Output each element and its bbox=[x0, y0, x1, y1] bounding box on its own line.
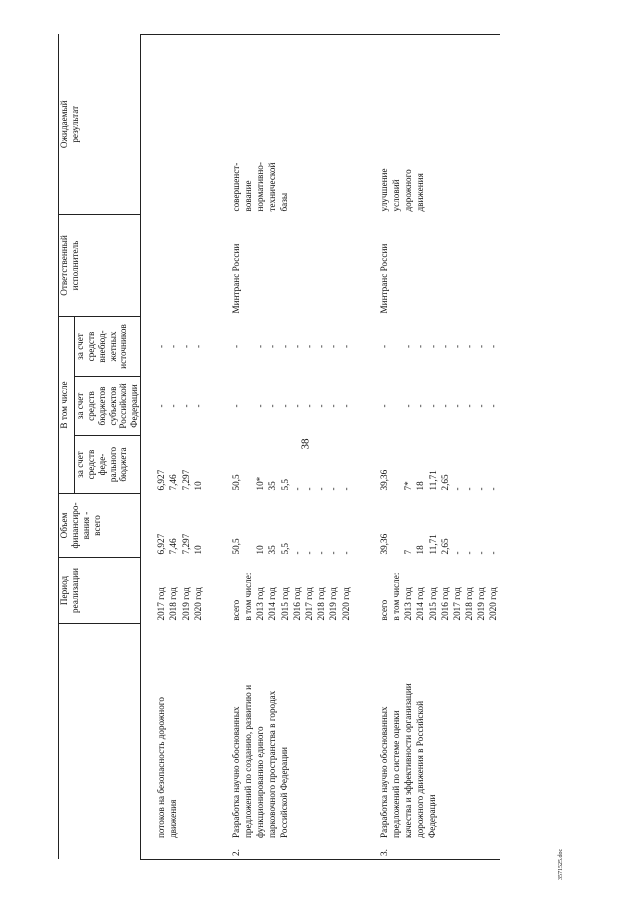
table-row bbox=[204, 35, 352, 860]
volume-cell-value: - bbox=[328, 551, 339, 555]
action-text: Разработка научно обоснованных предложений по системе оценки качества и эффективности организации дорожного движения в Российской Федерации bbox=[378, 683, 438, 838]
regional-cell-value: - bbox=[180, 404, 191, 408]
volume-cell bbox=[352, 494, 500, 558]
federal-cell-value: - bbox=[451, 487, 462, 491]
period-cell bbox=[204, 558, 352, 624]
volume-cell-value: 5,5 bbox=[279, 543, 290, 555]
action-cell bbox=[204, 624, 352, 860]
federal-cell-value: - bbox=[476, 487, 487, 491]
period-cell-value: 2015 год bbox=[279, 587, 290, 621]
period-cell-value: 2018 год bbox=[168, 587, 179, 621]
federal-cell-value: 2,65 bbox=[439, 474, 450, 491]
volume-cell-value: - bbox=[316, 551, 327, 555]
volume-cell-value: 35 bbox=[267, 545, 278, 555]
regional-cell-value: - bbox=[439, 404, 450, 408]
period-cell-value: 2020 год bbox=[340, 587, 351, 621]
regional-cell-value: - bbox=[168, 404, 179, 408]
regional-cell-value: - bbox=[304, 404, 315, 408]
header-volume: Объем финансиро- вания - всего bbox=[59, 494, 141, 558]
regional-cell-value: - bbox=[230, 404, 241, 408]
header-executor: Ответственный исполнитель bbox=[59, 215, 141, 317]
period-cell-value: 2019 год bbox=[476, 587, 487, 621]
regional-cell-value: - bbox=[403, 404, 414, 408]
executor-cell: Минтранс России bbox=[378, 243, 389, 314]
volume-cell bbox=[141, 494, 204, 558]
regional-cell bbox=[141, 377, 204, 436]
executor-cell: Минтранс России bbox=[230, 243, 241, 314]
regional-cell-value: - bbox=[378, 404, 389, 408]
federal-cell-value: 7,46 bbox=[168, 474, 179, 491]
federal-cell-value: 18 bbox=[415, 481, 426, 491]
extrabudget-cell-value: - bbox=[464, 344, 475, 349]
regional-cell-value bbox=[390, 380, 402, 433]
federal-cell-value: 10 bbox=[192, 481, 203, 491]
regional-cell-value: - bbox=[427, 404, 438, 408]
regional-cell-value: - bbox=[255, 404, 266, 408]
extrabudget-cell-value: - bbox=[156, 344, 167, 349]
period-cell-value: в том числе: bbox=[390, 572, 401, 621]
action-cell bbox=[352, 624, 500, 860]
regional-cell-value: - bbox=[451, 404, 462, 408]
volume-cell-value bbox=[390, 497, 402, 555]
header-action bbox=[59, 624, 141, 860]
expected-cell bbox=[204, 35, 352, 215]
extrabudget-cell-value: - bbox=[168, 344, 179, 349]
federal-cell-value: 7* bbox=[403, 481, 414, 491]
period-cell-value: 2016 год bbox=[439, 587, 450, 621]
extrabudget-cell bbox=[204, 317, 352, 377]
extrabudget-cell-value: - bbox=[180, 344, 191, 349]
regional-cell-value: - bbox=[316, 404, 327, 408]
regional-cell bbox=[352, 377, 500, 436]
table-row bbox=[352, 35, 500, 860]
regional-cell-value: - bbox=[279, 404, 290, 408]
volume-cell-value: - bbox=[340, 551, 351, 555]
federal-cell-value: - bbox=[316, 487, 327, 491]
volume-cell-value: 39,36 bbox=[378, 533, 389, 555]
federal-cell-value: - bbox=[464, 487, 475, 491]
table-row bbox=[141, 35, 204, 860]
period-cell-value: 2019 год bbox=[328, 587, 339, 621]
regional-cell bbox=[204, 377, 352, 436]
federal-cell bbox=[352, 436, 500, 494]
executor-cell bbox=[141, 215, 204, 317]
period-cell-value: 2018 год bbox=[316, 587, 327, 621]
extrabudget-cell-value: - bbox=[279, 344, 290, 349]
volume-cell-value: 18 bbox=[415, 545, 426, 555]
item-number: 3. bbox=[378, 849, 389, 856]
regional-cell-value: - bbox=[328, 404, 339, 408]
volume-cell-value: 6,927 bbox=[156, 533, 167, 555]
period-cell-value: в том числе: bbox=[243, 572, 254, 621]
regional-cell-value: - bbox=[156, 404, 167, 408]
extrabudget-cell-value: - bbox=[192, 344, 203, 349]
expected-cell bbox=[141, 35, 204, 215]
volume-cell-value: 7,297 bbox=[180, 533, 191, 555]
extrabudget-cell-value: - bbox=[439, 344, 450, 349]
period-cell-value: 2015 год bbox=[427, 587, 438, 621]
volume-cell-value: 10 bbox=[255, 545, 266, 555]
regional-cell-value: - bbox=[267, 404, 278, 408]
extrabudget-cell-value: - bbox=[378, 344, 389, 349]
period-cell-value: всего bbox=[230, 599, 241, 621]
period-cell-value: всего bbox=[378, 599, 389, 621]
federal-cell bbox=[141, 436, 204, 494]
extrabudget-cell-value: - bbox=[255, 344, 266, 349]
period-cell-value: 2019 год bbox=[180, 587, 191, 621]
volume-cell-value: 10 bbox=[192, 545, 203, 555]
period-cell bbox=[352, 558, 500, 624]
federal-cell-value: 11,71 bbox=[427, 470, 438, 491]
action-text: Разработка научно обоснованных предложений по созданию, развитию и функционированию единого парковочного пространства в городах Российской Федерации bbox=[230, 685, 290, 838]
program-table bbox=[58, 34, 500, 860]
period-cell-value: 2018 год bbox=[464, 587, 475, 621]
volume-cell-value: - bbox=[488, 551, 499, 555]
regional-cell-value: - bbox=[415, 404, 426, 408]
volume-cell-value bbox=[242, 497, 254, 555]
extrabudget-cell-value: - bbox=[328, 344, 339, 349]
item-number bbox=[155, 842, 179, 856]
regional-cell-value: - bbox=[464, 404, 475, 408]
regional-cell-value: - bbox=[192, 404, 203, 408]
federal-cell-value: 50,5 bbox=[230, 474, 241, 491]
volume-cell-value: 7,46 bbox=[168, 538, 179, 555]
federal-cell-value bbox=[242, 439, 254, 491]
volume-cell-value: 50,5 bbox=[230, 538, 241, 555]
volume-cell-value: - bbox=[304, 551, 315, 555]
extrabudget-cell bbox=[141, 317, 204, 377]
federal-cell-value: 6,927 bbox=[156, 469, 167, 491]
volume-cell-value: - bbox=[291, 551, 302, 555]
period-cell-value: 2017 год bbox=[451, 587, 462, 621]
regional-cell-value: - bbox=[340, 404, 351, 408]
federal-cell-value bbox=[390, 439, 402, 491]
federal-cell-value: - bbox=[304, 487, 315, 491]
federal-cell-value: - bbox=[291, 487, 302, 491]
header-expected: Ожидаемый результат bbox=[59, 35, 141, 215]
federal-cell-value: - bbox=[340, 487, 351, 491]
extrabudget-cell-value: - bbox=[267, 344, 278, 349]
period-cell bbox=[141, 558, 204, 624]
period-cell-value: 2017 год bbox=[156, 587, 167, 621]
rotated-table-page bbox=[58, 35, 618, 860]
extrabudget-cell-value bbox=[390, 320, 402, 374]
regional-cell-value: - bbox=[476, 404, 487, 408]
header-extrabudget: за счет средств внебюд- жетных источников bbox=[75, 317, 141, 377]
extrabudget-cell-value: - bbox=[291, 344, 302, 349]
extrabudget-cell-value: - bbox=[488, 344, 499, 349]
period-cell-value: 2014 год bbox=[415, 587, 426, 621]
period-cell-value: 2013 год bbox=[403, 587, 414, 621]
extrabudget-cell-value bbox=[242, 320, 254, 374]
period-cell-value: 2017 год bbox=[304, 587, 315, 621]
extrabudget-cell-value: - bbox=[476, 344, 487, 349]
extrabudget-cell-value: - bbox=[415, 344, 426, 349]
volume-cell bbox=[204, 494, 352, 558]
table-header bbox=[59, 35, 141, 860]
header-federal: за счет средств феде- рального бюджета bbox=[75, 436, 141, 494]
volume-cell-value: 7 bbox=[403, 549, 414, 555]
extrabudget-cell-value: - bbox=[340, 344, 351, 349]
action-cell bbox=[141, 624, 204, 860]
period-cell-value: 2020 год bbox=[488, 587, 499, 621]
regional-cell-value bbox=[242, 380, 254, 433]
period-cell-value: 2016 год bbox=[291, 587, 302, 621]
period-cell-value: 2020 год bbox=[192, 587, 203, 621]
extrabudget-cell bbox=[352, 317, 500, 377]
extrabudget-cell-value: - bbox=[427, 344, 438, 349]
header-regional: за счет средств бюджетов субъектов Российской Федерации bbox=[75, 377, 141, 436]
table-body bbox=[141, 35, 500, 860]
federal-cell-value: 5,5 bbox=[279, 479, 290, 491]
action-text: потоков на безопасность дорожного движения bbox=[156, 697, 179, 838]
extrabudget-cell-value: - bbox=[230, 344, 241, 349]
volume-cell-value: - bbox=[476, 551, 487, 555]
federal-cell-value: - bbox=[488, 487, 499, 491]
volume-cell-value: - bbox=[464, 551, 475, 555]
item-number: 2. bbox=[230, 849, 241, 856]
federal-cell-value: - bbox=[328, 487, 339, 491]
extrabudget-cell-value: - bbox=[316, 344, 327, 349]
extrabudget-cell-value: - bbox=[451, 344, 462, 349]
volume-cell-value: - bbox=[451, 551, 462, 555]
period-cell-value: 2013 год bbox=[255, 587, 266, 621]
volume-cell-value: 11,71 bbox=[427, 534, 438, 555]
expected-text: улучшение условий дорожного движения bbox=[378, 168, 426, 212]
federal-cell-value: 7,297 bbox=[180, 469, 191, 491]
page-number: 38 bbox=[299, 438, 312, 450]
expected-cell bbox=[352, 35, 500, 215]
expected-text: совершенст- вование нормативно- технической базы bbox=[230, 162, 290, 212]
regional-cell-value: - bbox=[488, 404, 499, 408]
federal-cell bbox=[204, 436, 352, 494]
extrabudget-cell-value: - bbox=[304, 344, 315, 349]
federal-cell-value: 35 bbox=[267, 481, 278, 491]
volume-cell-value: 2,65 bbox=[439, 538, 450, 555]
federal-cell-value: 10* bbox=[255, 476, 266, 491]
regional-cell-value: - bbox=[291, 404, 302, 408]
document-id: 3571525.doc bbox=[558, 848, 564, 880]
period-cell-value: 2014 год bbox=[267, 587, 278, 621]
header-including: В том числе bbox=[59, 317, 75, 494]
extrabudget-cell-value: - bbox=[403, 344, 414, 349]
federal-cell-value: 39,36 bbox=[378, 469, 389, 491]
header-period: Период реализации bbox=[59, 558, 141, 624]
